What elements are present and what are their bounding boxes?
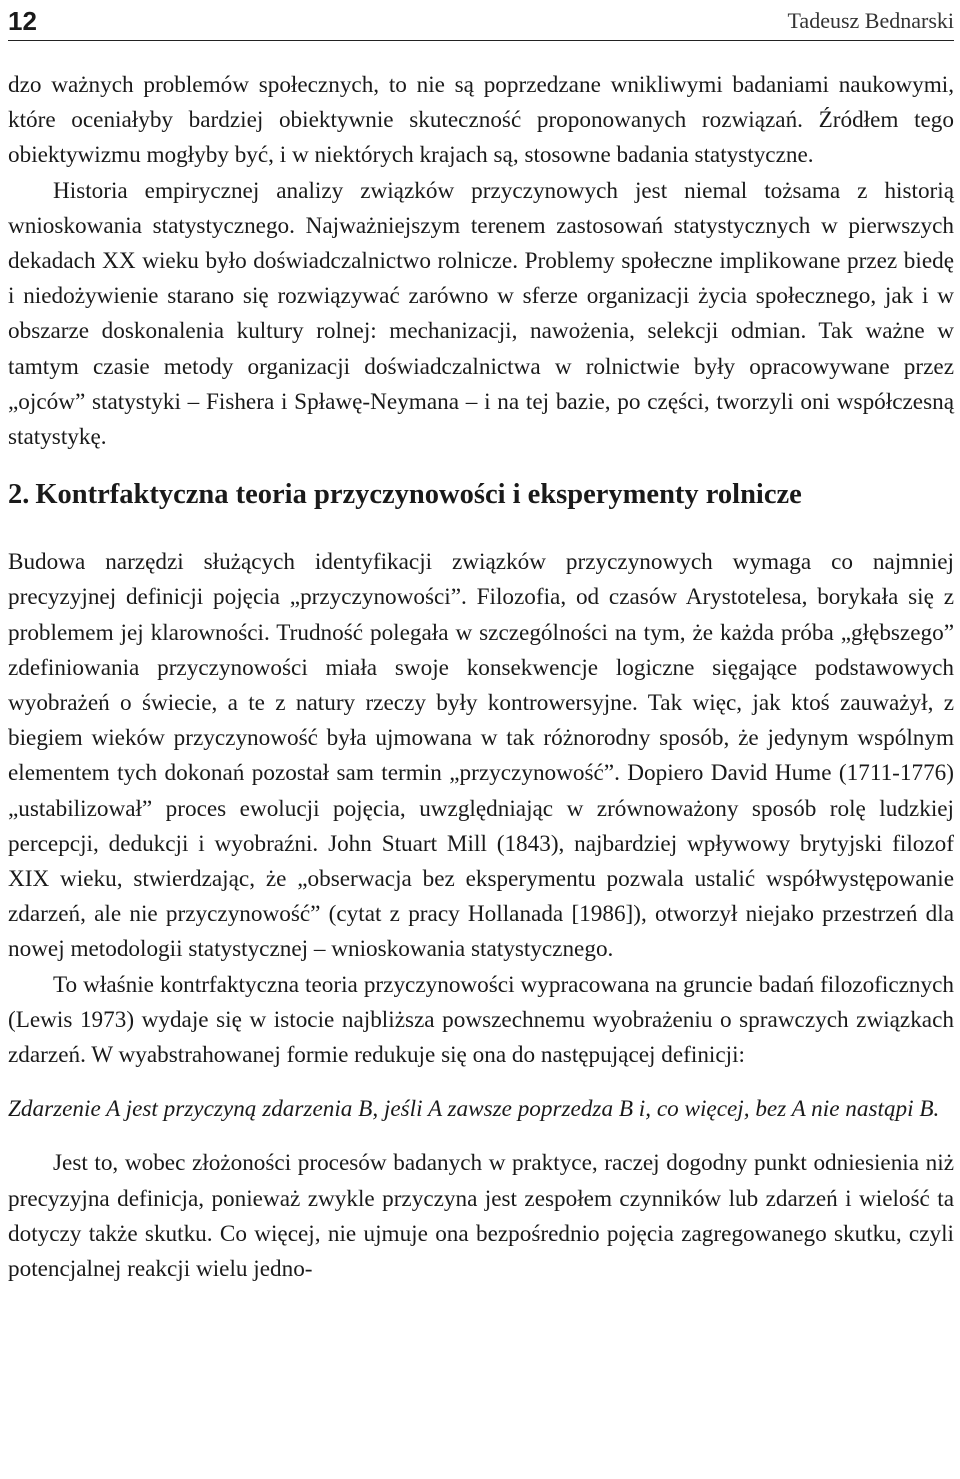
paragraph: Jest to, wobec złożoności procesów badanych w praktyce, raczej dogodny punkt odniesienia niż precyzyjna definicja, ponieważ zwykle przyczyna jest zespołem czynników lub zdarzeń i wielość ta dotyczy także skutku. Co więcej, nie ujmuje ona bezpośrednio pojęcia zagregowanego skutku, czyli potencjalnej reakcji wielu jedno- <box>8 1150 954 1283</box>
definition: Zdarzenie A jest przyczyną zdarzenia B, jeśli A zawsze poprzedza B i, co więcej, bez A nie nastąpi B. <box>8 1096 940 1123</box>
body-text <box>8 68 954 1287</box>
header-rule <box>8 40 954 41</box>
paragraph: To właśnie kontrfaktyczna teoria przyczynowości wypracowana na gruncie badań filozoficznych (Lewis 1973) wydaje się w istocie najbliższa powszechnemu wyobrażeniu o sprawczych związkach zdarzeń. W wyabstrahowanej formie redukuje się ona do następującej definicji: <box>8 971 954 1069</box>
page-number: 12 <box>8 6 37 36</box>
paragraph: Budowa narzędzi służących identyfikacji związków przyczynowych wymaga co najmniej precyzyjnej definicji pojęcia „przyczynowości”. Filozofia, od czasów Arystotelesa, borykała się z problemem jej klarowności. Trudność polegała w szczególności na tym, że każda próba „głębszego” zdefiniowania przyczynowości miała swoje konsekwencje logiczne sięgające podstawowych wyobrażeń o świecie, a te z natury rzeczy były kontrowersyjne. Tak więc, jak ktoś zauważył, z biegiem wieków przyczynowość była ujmowana w tak różnorodny sposób, że jedynym wspólnym elementem tych dokonań pozostał sam termin „przyczynowość”. Dopiero David Hume (1711-1776) „ustabilizował” proces ewolucji pojęcia, uwzględniając w zrównoważony sposób rolę ludzkiej percepcji, dedukcji i wyobraźni. John Stuart Mill (1843), najbardziej wpływowy brytyjski filozof XIX wieku, stwierdzając, że „obserwacja bez eksperymentu pozwala ustalić współwystępowanie zdarzeń, ale nie przyczynowość” (cytat z pracy Hollanada [1986]), otworzył niejako przestrzeń dla nowej metodologii statystycznej – wnioskowania statystycznego. <box>8 549 954 963</box>
section-heading <box>8 475 954 515</box>
paragraph: dzo ważnych problemów społecznych, to nie są poprzedzane wnikliwymi badaniami naukowymi, które oceniałyby bardziej obiektywnie skuteczność proponowanych rozwiązań. Źródłem tego obiektywizmu mogłyby być, i w niektórych krajach są, stosowne badania statystyczne. <box>8 72 954 169</box>
page-header <box>8 0 954 36</box>
section-number: 2. <box>8 479 30 511</box>
section-title: Kontrfaktyczna teoria przyczynowości i eksperymenty rolnicze <box>35 479 802 511</box>
paragraph: Historia empirycznej analizy związków przyczynowych jest niemal tożsama z historią wnioskowania statystycznego. Najważniejszym terenem zastosowań statystycznych w pierwszych dekadach XX wieku było doświadczalnictwo rolnicze. Problemy społeczne implikowane przez biedę i niedożywienie starano się rozwiązywać zarówno w sferze organizacji życia społecznego, jak i w obszarze doskonalenia kultury rolnej: mechanizacji, nawożenia, selekcji odmian. Tak ważne w tamtym czasie metody organizacji doświadczalnictwa w rolnictwie były opracowywane przez „ojców” statystyki – Fishera i Spławę-Neymana – i na tej bazie, po części, tworzyli oni współczesną statystykę. <box>8 177 954 451</box>
running-head: Tadeusz Bednarski <box>787 8 954 33</box>
